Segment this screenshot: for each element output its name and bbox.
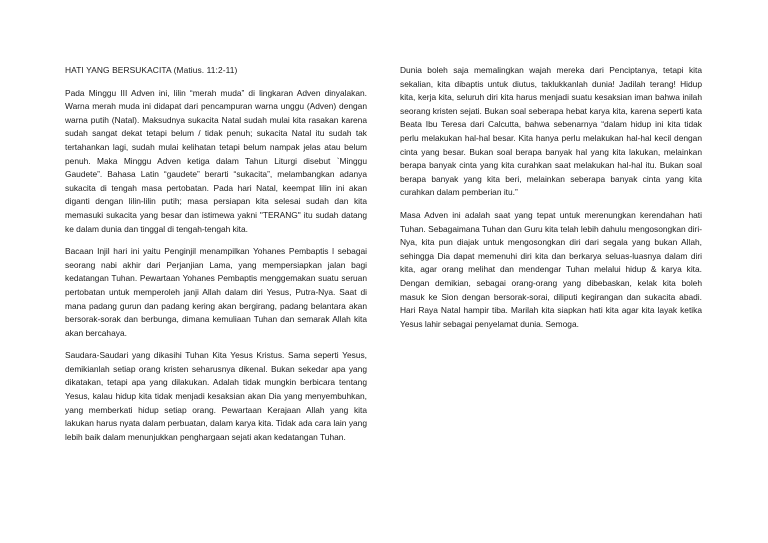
right-paragraph-1: Dunia boleh saja memalingkan wajah mereka dari Penciptanya, tetapi kita sekalian, kita dibaptis untuk diutus, taklukkanlah dunia! Jadilah terang! Hidup kita, kerja kita, seluruh diri kita harus menjadi suatu kesaksian iman bahwa inilah seorang kristen sejati. Bukan soal seberapa hebat karya kita, karena seperti kata Beata Ibu Teresa dari Calcutta, bahwa sebenarnya “dalam hidup ini kita tidak perlu melakukan hal-hal besar. Kita hanya perlu melakukan hal-hal kecil dengan cinta yang besar. Bukan soal berapa banyak hal yang kita lakukan, melainkan berapa banyak cinta yang kita curahkan saat melakukan hal-hal itu. Bukan soal berapa banyak yang kita beri, melainkan seberapa banyak cinta yang kita curahkan dalam pemberian itu.”: [400, 65, 702, 198]
left-paragraph-1: Pada Minggu III Adven ini, lilin “merah muda” di lingkaran Adven dinyalakan. Warna merah muda ini didapat dari pencampuran warna unggu (Adven) dengan warna putih (Natal). Maksudnya sukacita Natal sudah mulai kita rasakan karena sudah sangat dekat tetapi belum / tidak penuh; sukacita Natal itu sudah tak tertahankan lagi, sudah mulai kelihatan tetapi belum nampak jelas atau belum penuh. Maka Minggu Adven ketiga dalam Tahun Liturgi disebut `Minggu Gaudete”. Bahasa Latin “gaudete” berarti “sukacita”, melambangkan adanya sukacita di tengah masa pertobatan. Pada hari Natal, keempat lilin ini akan diganti dengan lilin-lilin putih; masa persiapan kita selesai sudah dan kita memasuki sukacita yang besar dan istimewa yakni "TERANG" itu sudah datang ke dalam dunia dan tinggal di tengah-tengah kita.: [65, 87, 367, 234]
right-column: [400, 64, 702, 340]
left-paragraph-2: Bacaan Injil hari ini yaitu Penginjil menampilkan Yohanes Pembaptis l sebagai seorang nabi akhir dari Perjanjian Lama, yang mempersiapkan jalan bagi kedatangan Tuhan. Pewartaan Yohanes Pembaptis menggemakan suatu seruan pertobatan untuk memperoleh janji Allah dalam diri Yesus, Putra-Nya. Saat di mana padang gurun dan padang kering akan bergirang, padang belantara akan bersorak-sorak dan berbunga, dimana kemuliaan Tuhan dan semarak Allah kita akan bercahaya.: [65, 246, 367, 338]
right-paragraph-2: Masa Adven ini adalah saat yang tepat untuk merenungkan kerendahan hati Tuhan. Sebagaimana Tuhan dan Guru kita telah lebih dahulu mengosongkan diri-Nya, kita pun diajak untuk mengosongkan diri dari segala yang bukan Allah, sehingga Dia dapat memenuhi diri kita dan berkarya seluas-luasnya dalam diri kita, agar orang melihat dan mendengar Tuhan melalui hidup & karya kita. Dengan demikian, sebagai orang-orang yang dibebaskan, kelak kita boleh masuk ke Sion dengan bersorak-sorai, diliputi kegirangan dan sukacita abadi. Hari Raya Natal hampir tiba. Marilah kita siapkan hati kita agar kita layak ketika Yesus lahir sebagai penyelamat dunia. Semoga.: [400, 209, 702, 329]
article-heading: HATI YANG BERSUKACITA (Matius. 11:2-11): [65, 65, 238, 75]
left-paragraph-3: Saudara-Saudari yang dikasihi Tuhan Kita Yesus Kristus. Sama seperti Yesus, demikianlah setiap orang kristen seharusnya dikenal. Bukan sekedar apa yang dikatakan, tetapi apa yang dilakukan. Adalah tidak mungkin berbicara tentang Yesus, kalau hidup kita tidak menjadi kesaksian akan Dia yang menyembuhkan, yang memberkati hidup setiap orang. Pewartaan Kerajaan Allah yang kita lakukan harus nyata dalam perbuatan, dalam karya kita. Tidak ada cara lain yang lebih baik dalam menunjukkan penghargaan sejati akan kedatangan Tuhan.: [65, 350, 367, 442]
left-column: [65, 64, 367, 453]
